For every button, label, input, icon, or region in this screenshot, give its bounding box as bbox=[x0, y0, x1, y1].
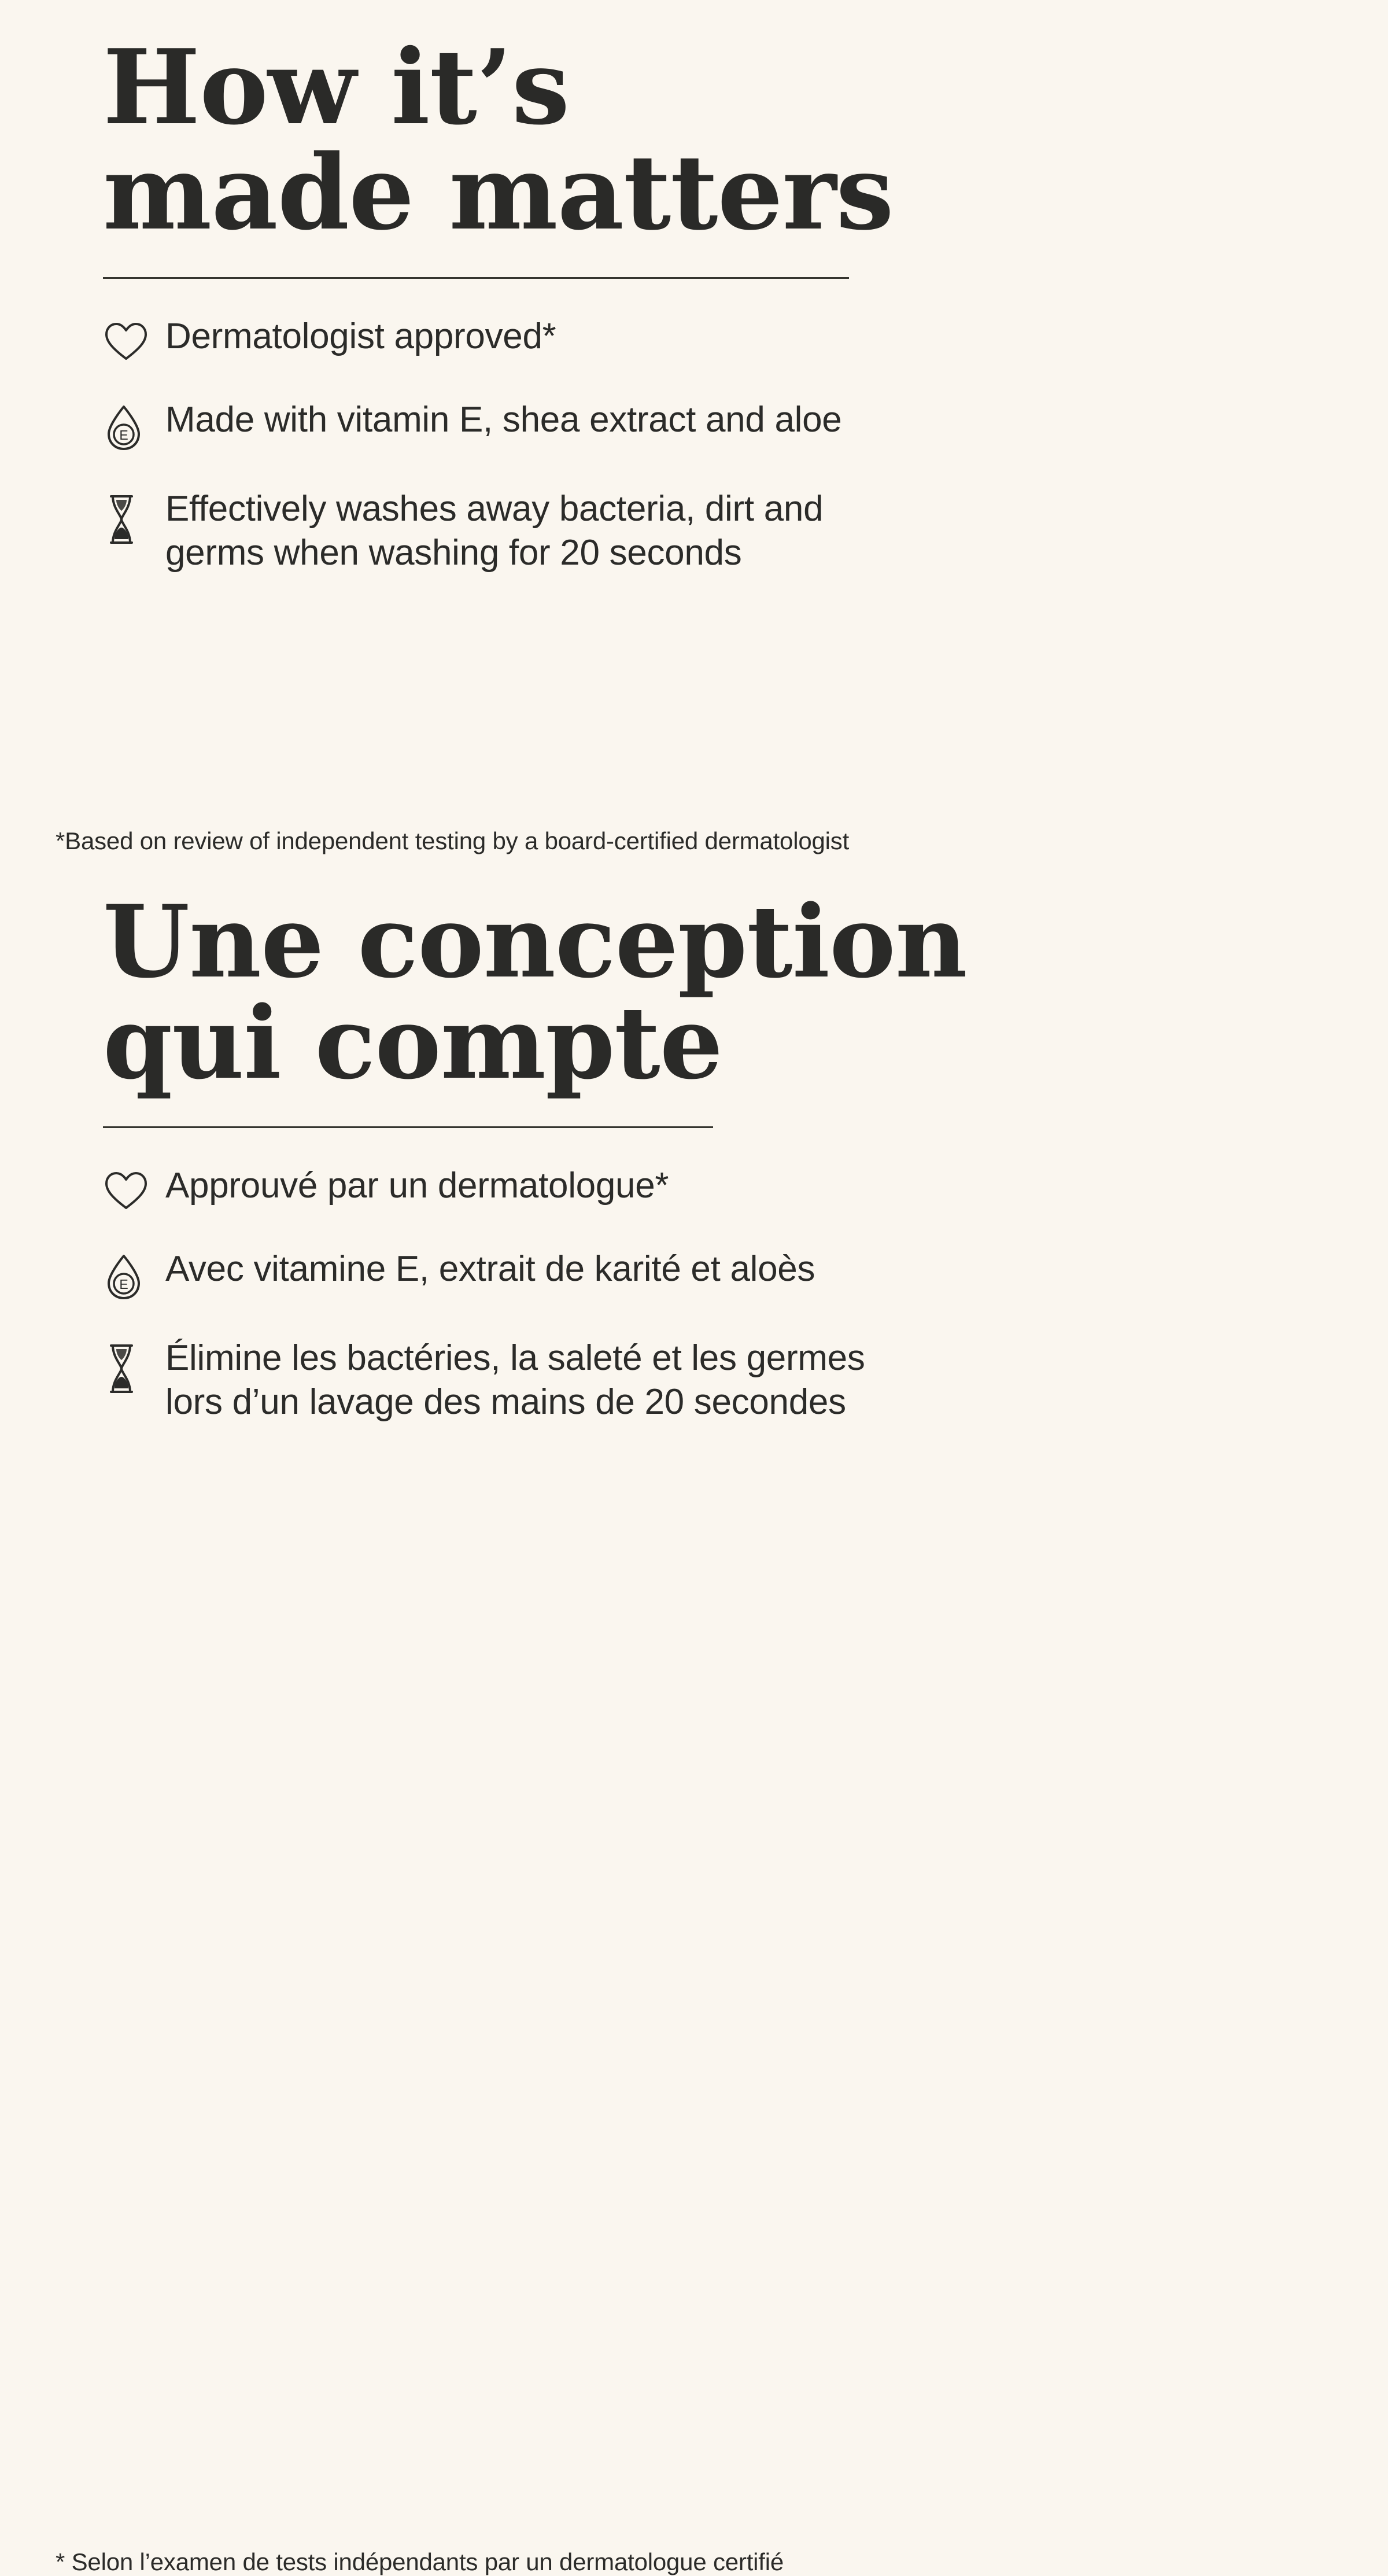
benefit-text bbox=[165, 398, 841, 442]
list-item bbox=[103, 315, 1353, 362]
page-title-french bbox=[0, 883, 1388, 1102]
list-item bbox=[103, 398, 1353, 451]
benefit-text bbox=[165, 1164, 669, 1208]
benefit-line: Élimine les bactéries, la saleté et les germes bbox=[165, 1337, 865, 1378]
footnote-english: *Based on review of independent testing by a board-certified dermatologist bbox=[56, 827, 850, 854]
benefit-line: Made with vitamin E, shea extract and aloe bbox=[165, 400, 842, 440]
vitamin-e-droplet-icon bbox=[103, 1247, 165, 1300]
divider-french bbox=[103, 1126, 713, 1128]
benefit-line: Avec vitamine E, extrait de karité et aloès bbox=[165, 1248, 815, 1289]
hourglass-icon bbox=[103, 1336, 165, 1395]
footnote-french: * Selon l’examen de tests indépendants par un dermatologue certifié bbox=[56, 2548, 784, 2575]
list-item bbox=[103, 487, 1353, 574]
heart-icon bbox=[103, 315, 165, 362]
benefit-line: Dermatologist approved* bbox=[165, 316, 556, 357]
vitamin-e-droplet-icon bbox=[103, 398, 165, 451]
section-english bbox=[0, 27, 1388, 854]
heart-icon bbox=[103, 1164, 165, 1211]
page-title-english bbox=[0, 27, 1388, 253]
benefit-line: germs when washing for 20 seconds bbox=[165, 532, 742, 573]
vitamin-e-letter: E bbox=[119, 1276, 128, 1292]
list-item bbox=[103, 1247, 1353, 1300]
benefit-line: lors d’un lavage des mains de 20 secondes bbox=[165, 1381, 846, 1422]
title-line: Une conception bbox=[103, 883, 967, 1000]
benefit-text bbox=[165, 1336, 865, 1424]
hourglass-icon bbox=[103, 487, 165, 546]
benefit-line: Approuvé par un dermatologue* bbox=[165, 1165, 669, 1206]
benefit-text bbox=[165, 315, 556, 359]
list-item bbox=[103, 1164, 1353, 1211]
section-french bbox=[0, 883, 1388, 2575]
divider-english bbox=[103, 277, 849, 279]
list-item bbox=[103, 1336, 1353, 1424]
benefit-line: Effectively washes away bacteria, dirt and bbox=[165, 489, 824, 529]
benefit-list-english bbox=[0, 315, 1388, 574]
benefit-text bbox=[165, 487, 823, 574]
vitamin-e-letter: E bbox=[119, 428, 128, 443]
title-line: qui compte bbox=[103, 984, 723, 1102]
benefit-text bbox=[165, 1247, 815, 1291]
title-line: How it’s bbox=[103, 27, 570, 148]
benefit-list-french bbox=[0, 1164, 1388, 1424]
title-line: made matters bbox=[103, 131, 894, 253]
